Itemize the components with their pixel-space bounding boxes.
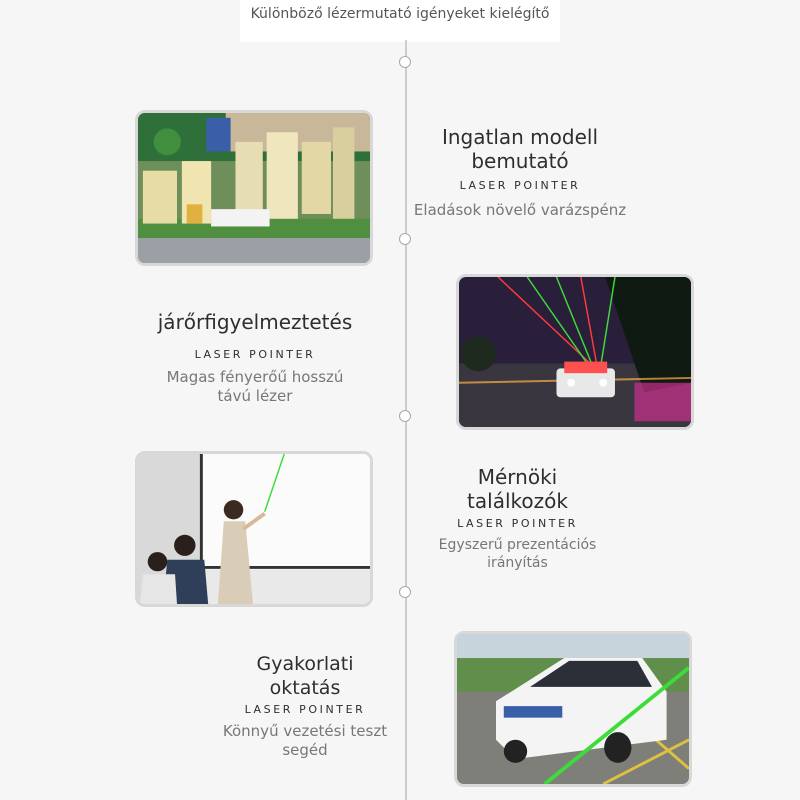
item-block	[130, 310, 380, 406]
timeline-dot	[399, 233, 411, 245]
item-title: járőrfigyelmeztetés	[157, 310, 353, 334]
item-subtitle: LASER POINTER	[244, 703, 366, 716]
timeline-dot	[399, 410, 411, 422]
timeline-dot	[399, 56, 411, 68]
timeline-dot	[399, 586, 411, 598]
item-title: Mérnöki találkozók	[467, 465, 568, 513]
item-description: Eladások növelő varázspénz	[413, 201, 627, 219]
item-description: Egyszerű prezentációs irányítás	[438, 537, 597, 571]
item-subtitle: LASER POINTER	[194, 348, 316, 361]
item-subtitle: LASER POINTER	[459, 179, 581, 192]
item-block	[430, 465, 605, 572]
real-estate-model-image	[135, 110, 373, 266]
item-block	[413, 125, 627, 220]
page-header: Különböző lézermutató igényeket kielégítő	[250, 6, 550, 22]
meeting-presentation-image	[135, 451, 373, 607]
item-title: Gyakorlati oktatás	[256, 653, 354, 699]
item-description: Könnyű vezetési teszt segéd	[222, 722, 388, 759]
police-car-laser-image	[456, 274, 694, 430]
item-title: Ingatlan modell bemutató	[441, 125, 599, 173]
item-block	[220, 652, 390, 760]
driving-test-car-image	[454, 631, 692, 787]
item-description: Magas fényerőű hosszú távú lézer	[166, 368, 344, 405]
item-subtitle: LASER POINTER	[457, 517, 578, 530]
